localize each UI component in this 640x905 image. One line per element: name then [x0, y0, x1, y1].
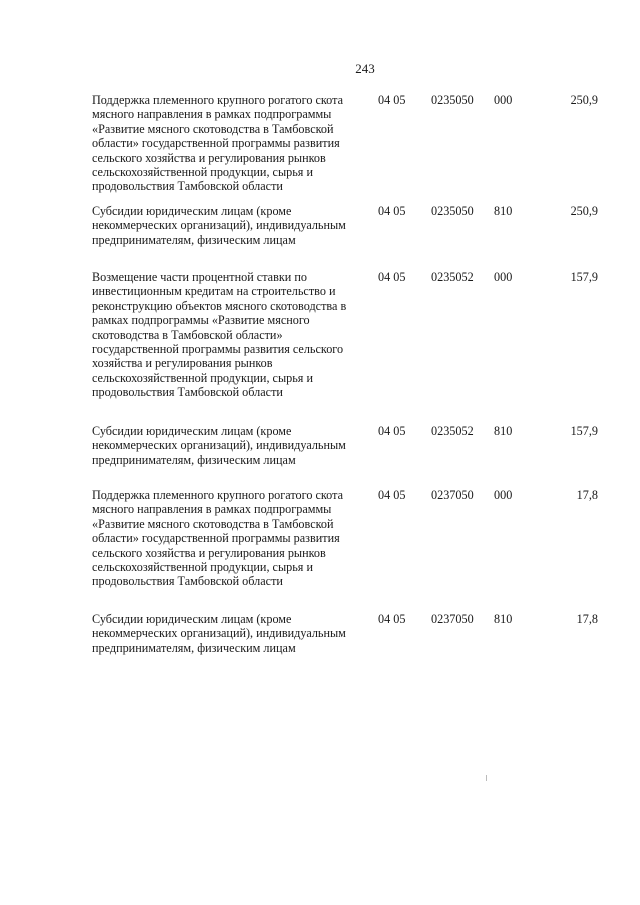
expense-type-code: 000	[494, 488, 513, 502]
row-description: Поддержка племенного крупного рогатого скота мясного направления в рамках подпрограммы «Развитие мясного скотоводства в Тамбовской области» государственной программы развития сельского хозяйства и регулирования рынков сельскохозяйственной продукции, сырья и продовольствия Тамбовской области	[92, 93, 343, 194]
amount-value: 250,9	[570, 93, 598, 107]
amount-value: 157,9	[570, 270, 598, 284]
table-row	[92, 270, 608, 424]
row-description: Субсидии юридическим лицам (кроме некоммерческих организаций), индивидуальным предпринимателям, физическим лицам	[92, 204, 346, 247]
row-description: Субсидии юридическим лицам (кроме некоммерческих организаций), индивидуальным предпринимателям, физическим лицам	[92, 424, 346, 467]
section-code: 04 05	[378, 204, 406, 218]
target-article-code: 0237050	[431, 612, 474, 626]
expense-type-code: 000	[494, 93, 513, 107]
budget-table	[92, 93, 608, 672]
target-article-code: 0235050	[431, 204, 474, 218]
table-row	[92, 204, 608, 270]
amount-value: 17,8	[576, 488, 598, 502]
table-row	[92, 612, 608, 672]
target-article-code: 0237050	[431, 488, 474, 502]
scan-artifact-mark	[486, 775, 487, 781]
amount-value: 17,8	[576, 612, 598, 626]
table-row	[92, 424, 608, 488]
target-article-code: 0235052	[431, 424, 474, 438]
row-description: Субсидии юридическим лицам (кроме некоммерческих организаций), индивидуальным предпринимателям, физическим лицам	[92, 612, 346, 655]
section-code: 04 05	[378, 612, 406, 626]
expense-type-code: 810	[494, 204, 513, 218]
section-code: 04 05	[378, 424, 406, 438]
section-code: 04 05	[378, 270, 406, 284]
amount-value: 157,9	[570, 424, 598, 438]
amount-value: 250,9	[570, 204, 598, 218]
expense-type-code: 810	[494, 612, 513, 626]
expense-type-code: 810	[494, 424, 513, 438]
target-article-code: 0235052	[431, 270, 474, 284]
table-row	[92, 488, 608, 612]
row-description: Поддержка племенного крупного рогатого скота мясного направления в рамках подпрограммы «Развитие мясного скотоводства в Тамбовской области» государственной программы развития сельского хозяйства и регулирования рынков сельскохозяйственной продукции, сырья и продовольствия Тамбовской области	[92, 488, 343, 589]
section-code: 04 05	[378, 93, 406, 107]
expense-type-code: 000	[494, 270, 513, 284]
target-article-code: 0235050	[431, 93, 474, 107]
row-description: Возмещение части процентной ставки по инвестиционным кредитам на строительство и реконструкцию объектов мясного скотоводства в рамках подпрограммы «Развитие мясного скотоводства в Тамбовской области» государственной программы развития сельского хозяйства и регулирования рынков сельскохозяйственной продукции, сырья и продовольствия Тамбовской области	[92, 270, 347, 400]
table-row	[92, 93, 608, 204]
section-code: 04 05	[378, 488, 406, 502]
page-number: 243	[355, 61, 375, 76]
